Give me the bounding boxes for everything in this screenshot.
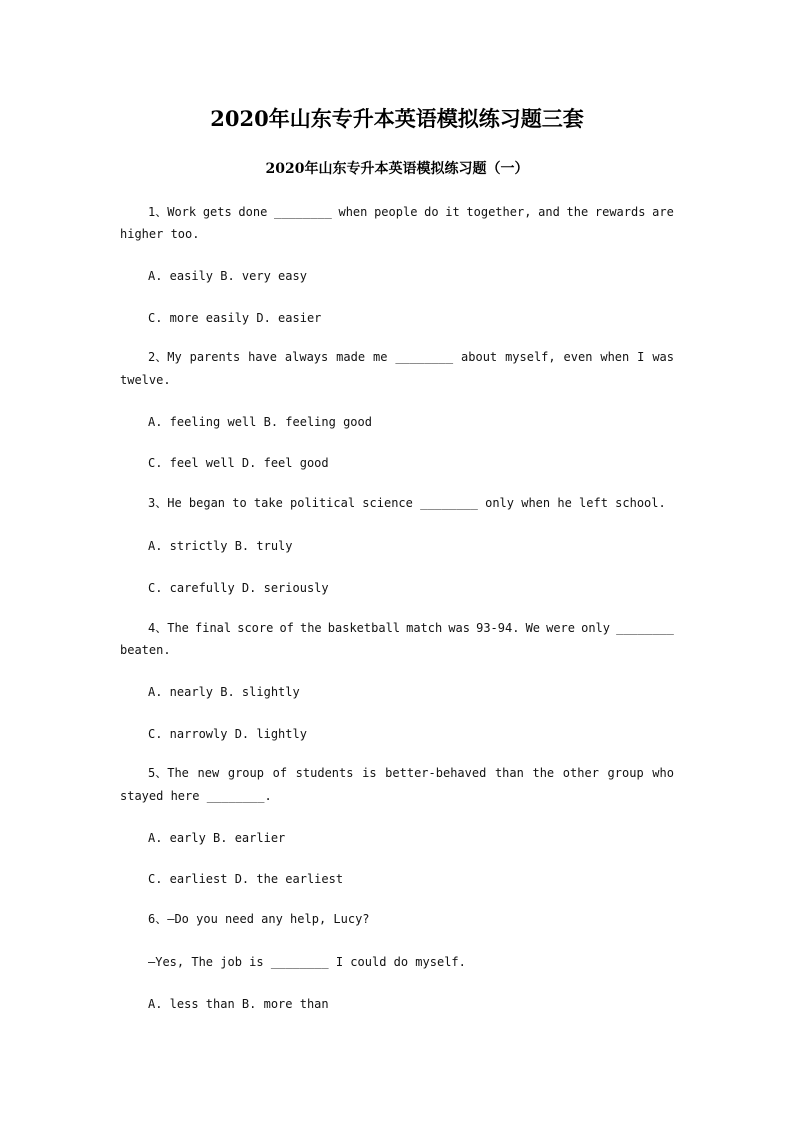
question-2-line-2: twelve. [120,373,171,387]
question-1-options-a-b: A. easily B. very easy [148,269,307,283]
question-3-options-a-b: A. strictly B. truly [148,539,293,553]
question-5-options-c-d: C. earliest D. the earliest [148,872,344,886]
question-4-options-a-b: A. nearly B. slightly [148,685,300,699]
section-title: 2020年山东专升本英语模拟练习题（一） [265,161,529,177]
question-5-line-1: 5、The new group of students is better-behaved than the other group who [148,766,674,780]
question-3-line-1: 3、He began to take political science ________ only when he left school. [148,496,666,510]
question-2-line-1: 2、My parents have always made me ________ about myself, even when I was [148,350,674,364]
question-4-line-1: 4、The final score of the basketball match was 93-94. We were only ________ [148,621,674,635]
question-6-options-a-b: A. less than B. more than [148,997,329,1011]
question-1-line-1: 1、Work gets done ________ when people do it together, and the rewards are [148,205,674,219]
question-6-line-2: —Yes, The job is ________ I could do myself. [148,955,466,969]
question-6-line-1: 6、—Do you need any help, Lucy? [148,912,370,926]
question-1-line-2: higher too. [120,227,200,241]
question-5-options-a-b: A. early B. earlier [148,831,286,845]
document-title: 2020年山东专升本英语模拟练习题三套 [210,106,584,131]
question-4-options-c-d: C. narrowly D. lightly [148,727,307,741]
question-5-line-2: stayed here ________. [120,789,272,803]
question-1-options-c-d: C. more easily D. easier [148,311,322,325]
question-4-line-2: beaten. [120,643,171,657]
question-3-options-c-d: C. carefully D. seriously [148,581,329,595]
question-2-options-c-d: C. feel well D. feel good [148,456,329,470]
question-2-options-a-b: A. feeling well B. feeling good [148,415,372,429]
